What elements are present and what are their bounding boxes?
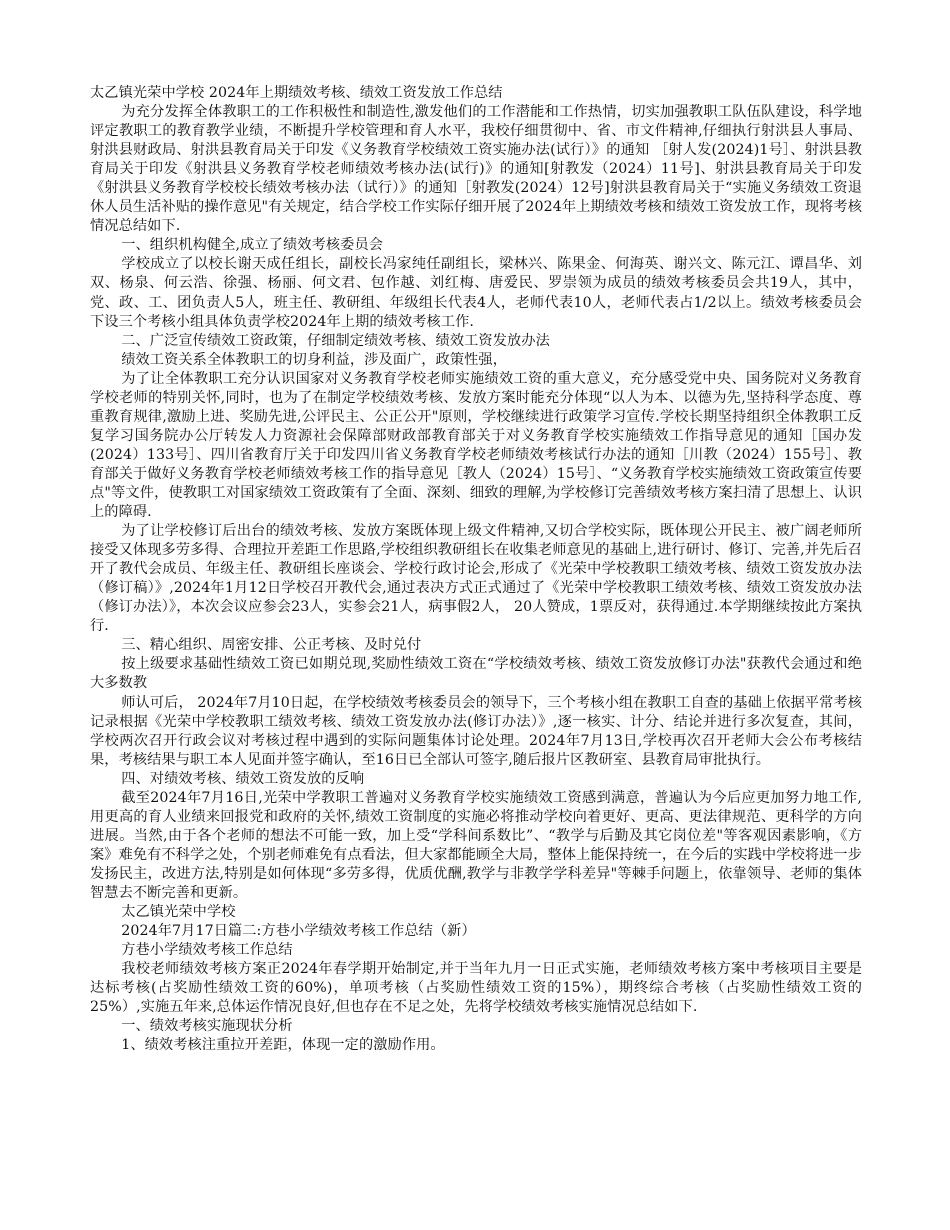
document-body (90, 84, 862, 1055)
section-heading-1: 一、组织机构健全,成立了绩效考核委员会 (121, 237, 384, 254)
document-title: 太乙镇光荣中学校 2024年上期绩效考核、绩效工资发放工作总结 (90, 85, 503, 101)
second-subsection-1: 1、绩效考核注重拉开差距，体现一定的激励作用。 (121, 1037, 445, 1054)
paragraph-response: 截至2024年7月16日,光荣中学教职工普遍对义务教育学校实施绩效工资感到满意，普遍认为今后应更加努力地工作,用更高的育人业绩来回报党和政府的关怀,绩效工资制度的实施必将推动学校向着更好、更高、更法律规范、更科学的方向进展。当然,由于各个老师的想法不可能一致，加上受“学科间系数比”、“教学与后勤及其它岗位差"等客观因素影响，《方案》难免有不科学之处，个别老师难免有点看法，但大家都能顾全大局，整体上能保持统一，在今后的实践中学校将进一步发扬民主，改进方法,特别是如何体现“多劳多得，优质优酬,教学与非教学学科差异"等棘手问题上，依靠领导、老师的集体智慧去不断完善和更新。 (90, 789, 862, 901)
section-heading-3: 三、精心组织、周密安排、公正考核、及时兑付 (121, 637, 422, 654)
paragraph-policy-study: 为了让全体教职工充分认识国家对义务教育学校老师实施绩效工资的重大意义，充分感受党中央、国务院对义务教育学校老师的特别关怀,同时，也为了在制定学校绩效考核、发放方案时能充分体现“以人为本、以德为先,坚持科学态度、尊重教育规律,激励上进、奖励先进,公评民主、公正公开"原则，学校继续进行政策学习宣传.学校长期坚持组织全体教职工反复学习国务院办公厅转发人力资源社会保障部财政部教育部关于对义务教育学校实施绩效工作指导意见的通知［国办发(2024）133号］、四川省教育厅关于印发四川省义务教育学校老师绩效考核试行办法的通知［川教（2024）155号］、教育部关于做好义务教育学校老师绩效考核工作的指导意见［教人（2024）15号］、“义务教育学校实施绩效工资政策宣传要点"等文件，使教职工对国家绩效工资政策有了全面、深刻、细致的理解,为学校修订完善绩效考核方案扫清了思想上、认识上的障碍. (90, 370, 862, 521)
paragraph-intro: 为充分发挥全体教职工的工作积极性和制造性,激发他们的工作潜能和工作热情，切实加强教职工队伍队建设，科学地评定教职工的教育教学业绩，不断提升学校管理和育人水平，我校仔细贯彻中、省、市文件精神,仔细执行射洪县人事局、射洪县财政局、射洪县教育局关于印发《义务教育学校绩效工资实施办法(试行）》的通知 ［射人发(2024)1号］、射洪县教育局关于印发《射洪县义务教育学校老师绩效考核办法(试行)》的通知[射教发（2024）11号]、射洪县教育局关于印发《射洪县义务教育学校校长绩效考核办法（试行）》的通知［射教发(2024）12号]射洪县教育局关于“实施义务绩效工资退休人员生活补贴的操作意见"有关规定，结合学校工作实际仔细开展了2024年上期绩效考核和绩效工资发放工作，现将考核情况总结如下. (90, 104, 862, 235)
section-heading-4: 四、对绩效考核、绩效工资发放的反响 (121, 770, 365, 787)
second-section-heading-1: 一、绩效考核实施现状分析 (121, 1018, 293, 1035)
paragraph-committee: 学校成立了以校长谢天成任组长，副校长冯家纯任副组长，梁林兴、陈果金、何海英、谢兴文、陈元江、谭昌华、刘双、杨泉、何云浩、徐强、杨丽、何文君、包作越、刘红梅、唐爱民、罗崇领为成员的绩效考核委员会共19人，其中，党、政、工、团负责人5人，班主任、教研组、年级组长代表4人，老师代表10人，老师代表占1/2以上。绩效考核委员会下设三个考核小组具体负责学校2024年上期的绩效考核工作. (90, 256, 862, 330)
signature-date: 2024年7月17日篇二:方巷小学绩效考核工作总结（新） (121, 923, 476, 940)
second-article-title: 方巷小学绩效考核工作总结 (121, 942, 293, 959)
paragraph-assessment-process: 师认可后， 2024年7月10日起，在学校绩效考核委员会的领导下，三个考核小组在教职工自查的基础上依据平常考核记录根据《光荣中学校教职工绩效考核、绩效工资发放办法(修订办法）》,逐一核实、计分、结论并进行多次复查，其间，学校两次召开行政会议对考核过程中遇到的实际问题集体讨论处理。2024年7月13日,学校再次召开老师大会公布考核结果，考核结果与职工本人见面并签字确认，至16日已全部认可签字,随后报片区教研室、县教育局审批执行。 (90, 694, 862, 768)
paragraph-payment: 按上级要求基础性绩效工资已如期兑现,奖励性绩效工资在“学校绩效考核、绩效工资发放修订办法"获教代会通过和绝大多数教 (90, 656, 862, 692)
paragraph-policy-note: 绩效工资关系全体教职工的切身利益，涉及面广，政策性强， (121, 351, 507, 368)
paragraph-revision: 为了让学校修订后出台的绩效考核、发放方案既体现上级文件精神,又切合学校实际，既体现公开民主、被广阔老师所接受又体现多劳多得、合理拉开差距工作思路,学校组织教研组长在收集老师意见的基础上,进行研讨、修订、完善,并先后召开了教代会成员、年级主任、教研组长座谈会、学校行政讨论会,形成了《光荣中学校教职工绩效考核、绩效工资发放办法（修订稿）》,2024年1月12日学校召开教代会,通过表决方式正式通过了《光荣中学校教职工绩效考核、绩效工资发放办法（修订办法）》，本次会议应参会23人，实参会21人，病事假2人， 20人赞成，1票反对，获得通过.本学期继续按此方案执行. (90, 523, 862, 635)
paragraph-second-intro: 我校老师绩效考核方案正2024年春学期开始制定,并于当年九月一日正式实施，老师绩效考核方案中考核项目主要是达标考核(占奖励性绩效工资的60%)，单项考核（占奖励性绩效工资的15%），期终综合考核（占奖励性绩效工资的25%）,实施五年来,总体运作情况良好,但也存在不足之处，先将学校绩效考核实施情况总结如下. (90, 961, 862, 1016)
section-heading-2: 二、广泛宣传绩效工资政策，仔细制定绩效考核、绩效工资发放办法 (121, 332, 550, 349)
signature-school: 太乙镇光荣中学校 (121, 904, 236, 921)
